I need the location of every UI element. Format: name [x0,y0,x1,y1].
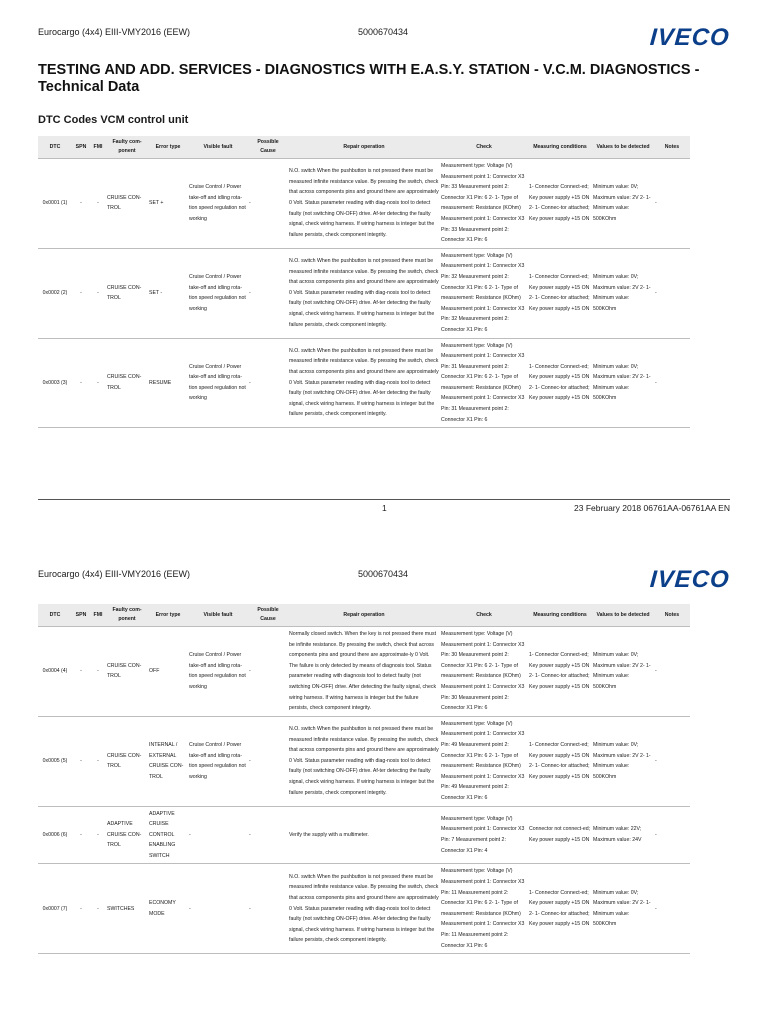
column-header-spn: SPN [72,136,90,159]
column-header-fmi: FMI [90,136,106,159]
cell-fmi: - [90,159,106,249]
document-number: 5000670434 [358,569,409,579]
cell-check: Measurement type: Voltage (V) Measurement point 1: Connector X3 Pin: 7 Measurement point 2: Connector X1 Pin: 4 [440,806,528,864]
cell-error: SET - [148,248,188,338]
cell-component: SWITCHES [106,864,148,954]
table-body [38,627,690,954]
column-header-fmi: FMI [90,604,106,627]
cell-cause: - [248,716,288,806]
table-row [38,627,690,717]
cell-error: SET + [148,159,188,249]
page-header [0,24,768,57]
cell-fmi: - [90,864,106,954]
cell-visible: Cruise Control / Power take-off and idling rota-tion speed regulation not working [188,716,248,806]
column-header-dtc: DTC [38,604,72,627]
cell-repair: N.O. switch When the pushbutton is not pressed there must be measured infinite resistance value. By pressing the switch, check that across components pins and ground there are approximately 0 Volt. Status parameter reading with diag-nosis tool to detect faulty (not switching ON-OFF) drive. Af-ter detecting the faulty signal, check wiring harness. If wiring harness is integer but the failure persists, check component integrity. [288,159,440,249]
cell-dtc: 0x0006 (6) [38,806,72,864]
cell-spn: - [72,716,90,806]
cell-values: Minimum value: 22V; Maximum value: 24V [592,806,654,864]
footer-date: 23 February 2018 06761AA-06761AA EN [574,503,730,513]
cell-error: ECONOMY MODE [148,864,188,954]
cell-spn: - [72,864,90,954]
table-row [38,338,690,428]
column-header-error: Error type [148,604,188,627]
cell-spn: - [72,806,90,864]
cell-repair: Verify the supply with a multimeter. [288,806,440,864]
cell-conditions: 1- Connector Connect-ed; Key power supply +15 ON 2- 1- Connec-tor attached; Key power supply +15 ON [528,159,592,249]
cell-cause: - [248,864,288,954]
column-header-values: Values to be detected [592,136,654,159]
cell-values: Minimum value: 0V; Maximum value: 2V 2- 1- Minimum value: 500KOhm [592,338,654,428]
iveco-logo [638,567,730,593]
column-header-notes: Notes [654,604,690,627]
cell-component: CRUISE CON-TROL [106,159,148,249]
cell-notes: - [654,716,690,806]
cell-check: Measurement type: Voltage (V) Measurement point 1: Connector X3 Pin: 30 Measurement point 2: Connector X1 Pin: 6 2- 1- Type of measurement: Resistance (KOhm) Measurement point 1: Connector X3 Pin: 30 Measurement point 2: Connector X1 Pin: 6 [440,627,528,717]
cell-check: Measurement type: Voltage (V) Measurement point 1: Connector X3 Pin: 33 Measurement point 2: Connector X1 Pin: 6 2- 1- Type of measurement: Resistance (KOhm) Measurement point 1: Connector X3 Pin: 33 Measurement point 2: Connector X1 Pin: 6 [440,159,528,249]
cell-fmi: - [90,716,106,806]
cell-dtc: 0x0001 (1) [38,159,72,249]
cell-values: Minimum value: 0V; Maximum value: 2V 2- 1- Minimum value: 500KOhm [592,864,654,954]
cell-repair: N.O. switch When the pushbutton is not pressed there must be measured infinite resistance value. By pressing the switch, check that across components pins and ground there are approximately 0 Volt. Status parameter reading with diag-nosis tool to detect faulty (not switching ON-OFF) drive. Af-ter detecting the faulty signal, check wiring harness. If wiring harness is integer but the failure persists, check component integrity. [288,716,440,806]
cell-cause: - [248,248,288,338]
cell-dtc: 0x0004 (4) [38,627,72,717]
cell-values: Minimum value: 0V; Maximum value: 2V 2- 1- Minimum value: 500KOhm [592,627,654,717]
table-row [38,159,690,249]
cell-values: Minimum value: 0V; Maximum value: 2V 2- 1- Minimum value: 500KOhm [592,716,654,806]
cell-repair: N.O. switch When the pushbutton is not pressed there must be measured infinite resistance value. By pressing the switch, check that across components pins and ground there are approximately 0 Volt. Status parameter reading with diag-nosis tool to detect faulty (not switching ON-OFF) drive. Af-ter detecting the faulty signal, check wiring harness. If wiring harness is integer but the failure persists, check component integrity. [288,864,440,954]
column-header-visible: Visible fault [188,136,248,159]
cell-dtc: 0x0005 (5) [38,716,72,806]
cell-conditions: 1- Connector Connect-ed; Key power supply +15 ON 2- 1- Connec-tor attached; Key power supply +15 ON [528,716,592,806]
document-number: 5000670434 [358,27,409,37]
cell-dtc: 0x0002 (2) [38,248,72,338]
cell-notes: - [654,338,690,428]
cell-conditions: Connector not connect-ed; Key power supply +15 ON [528,806,592,864]
column-header-check: Check [440,604,528,627]
cell-check: Measurement type: Voltage (V) Measurement point 1: Connector X3 Pin: 31 Measurement point 2: Connector X1 Pin: 6 2- 1- Type of measurement: Resistance (KOhm) Measurement point 1: Connector X3 Pin: 31 Measurement point 2: Connector X1 Pin: 6 [440,338,528,428]
page-header [0,566,768,599]
cell-error: INTERNAL / EXTERNAL CRUISE CON-TROL [148,716,188,806]
cell-conditions: 1- Connector Connect-ed; Key power supply +15 ON 2- 1- Connec-tor attached; Key power supply +15 ON [528,338,592,428]
column-header-spn: SPN [72,604,90,627]
cell-notes: - [654,864,690,954]
cell-visible: Cruise Control / Power take-off and idling rota-tion speed regulation not working [188,338,248,428]
page-number: 1 [382,503,387,513]
column-header-visible: Visible fault [188,604,248,627]
dtc-table [38,604,690,954]
table-row [38,864,690,954]
column-header-error: Error type [148,136,188,159]
cell-visible: - [188,806,248,864]
cell-conditions: 1- Connector Connect-ed; Key power supply +15 ON 2- 1- Connec-tor attached; Key power supply +15 ON [528,627,592,717]
cell-error: RESUME [148,338,188,428]
page-title: TESTING AND ADD. SERVICES - DIAGNOSTICS WITH E.A.S.Y. STATION - V.C.M. DIAGNOSTICS - Technical Data [38,62,700,95]
logo-text: IVECO [649,566,731,593]
cell-spn: - [72,248,90,338]
cell-fmi: - [90,806,106,864]
table-body [38,159,690,428]
cell-notes: - [654,627,690,717]
table-header-row [38,604,690,627]
cell-check: Measurement type: Voltage (V) Measurement point 1: Connector X3 Pin: 11 Measurement point 2: Connector X1 Pin: 6 2- 1- Type of measurement: Resistance (KOhm) Measurement point 1: Connector X3 Pin: 11 Measurement point 2: Connector X1 Pin: 6 [440,864,528,954]
vehicle-model: Eurocargo (4x4) EIII-VMY2016 (EEW) [38,27,191,37]
cell-error: ADAPTIVE CRUISE CONTROL ENABLING SWITCH [148,806,188,864]
cell-notes: - [654,159,690,249]
column-header-conditions: Measuring conditions [528,136,592,159]
cell-check: Measurement type: Voltage (V) Measurement point 1: Connector X3 Pin: 49 Measurement point 2: Connector X1 Pin: 6 2- 1- Type of measurement: Resistance (KOhm) Measurement point 1: Connector X3 Pin: 49 Measurement point 2: Connector X1 Pin: 6 [440,716,528,806]
cell-conditions: 1- Connector Connect-ed; Key power supply +15 ON 2- 1- Connec-tor attached; Key power supply +15 ON [528,248,592,338]
cell-dtc: 0x0007 (7) [38,864,72,954]
cell-dtc: 0x0003 (3) [38,338,72,428]
cell-fmi: - [90,627,106,717]
column-header-dtc: DTC [38,136,72,159]
cell-error: OFF [148,627,188,717]
vehicle-model: Eurocargo (4x4) EIII-VMY2016 (EEW) [38,569,191,579]
cell-cause: - [248,159,288,249]
cell-cause: - [248,338,288,428]
cell-component: CRUISE CON-TROL [106,248,148,338]
cell-component: CRUISE CON-TROL [106,627,148,717]
table-row [38,248,690,338]
page-2 [0,560,768,1024]
iveco-logo [638,25,730,51]
logo-text: IVECO [649,24,731,51]
cell-spn: - [72,627,90,717]
table-row [38,806,690,864]
cell-repair: N.O. switch When the pushbutton is not pressed there must be measured infinite resistance value. By pressing the switch, check that across components pins and ground there are approximately 0 Volt. Status parameter reading with diag-nosis tool to detect faulty (not switching ON-OFF) drive. Af-ter detecting the faulty signal, check wiring harness. If wiring harness is integer but the failure persists, check component integrity. [288,248,440,338]
cell-check: Measurement type: Voltage (V) Measurement point 1: Connector X3 Pin: 32 Measurement point 2: Connector X1 Pin: 6 2- 1- Type of measurement: Resistance (KOhm) Measurement point 1: Connector X3 Pin: 32 Measurement point 2: Connector X1 Pin: 6 [440,248,528,338]
cell-notes: - [654,806,690,864]
column-header-conditions: Measuring conditions [528,604,592,627]
cell-cause: - [248,627,288,717]
cell-fmi: - [90,248,106,338]
column-header-component: Faulty com-ponent [106,136,148,159]
cell-values: Minimum value: 0V; Maximum value: 2V 2- 1- Minimum value: 500KOhm [592,248,654,338]
dtc-table [38,136,690,428]
cell-spn: - [72,338,90,428]
cell-visible: Cruise Control / Power take-off and idling rota-tion speed regulation not working [188,627,248,717]
table-header-row [38,136,690,159]
cell-component: ADAPTIVE CRUISE CON-TROL [106,806,148,864]
column-header-values: Values to be detected [592,604,654,627]
section-subtitle: DTC Codes VCM control unit [38,114,189,126]
column-header-component: Faulty com-ponent [106,604,148,627]
column-header-notes: Notes [654,136,690,159]
cell-component: CRUISE CON-TROL [106,716,148,806]
cell-repair: N.O. switch When the pushbutton is not pressed there must be measured infinite resistance value. By pressing the switch, check that across components pins and ground there are approximately 0 Volt. Status parameter reading with diag-nosis tool to detect faulty (not switching ON-OFF) drive. Af-ter detecting the faulty signal, check wiring harness. If wiring harness is integer but the failure persists, check component integrity. [288,338,440,428]
column-header-repair: Repair operation [288,136,440,159]
column-header-repair: Repair operation [288,604,440,627]
page-footer [38,499,730,516]
cell-visible: Cruise Control / Power take-off and idling rota-tion speed regulation not working [188,159,248,249]
cell-notes: - [654,248,690,338]
cell-conditions: 1- Connector Connect-ed; Key power supply +15 ON 2- 1- Connec-tor attached; Key power supply +15 ON [528,864,592,954]
cell-visible: Cruise Control / Power take-off and idling rota-tion speed regulation not working [188,248,248,338]
column-header-cause: Possible Cause [248,604,288,627]
cell-cause: - [248,806,288,864]
column-header-cause: Possible Cause [248,136,288,159]
cell-repair: Normally closed switch. When the key is not pressed there must be infinite resistance. By pressing the switch, check that across components pins and ground there are approximate-ly 0 Volt. The failure is only detected by means of diagnosis tool. Status parameter reading with diagnosis tool to detect faulty (not switching ON-OFF) drive. After detecting the faulty signal, check wiring harness. If wiring harness is integer but the failure persists, check component integrity. [288,627,440,717]
table-row [38,716,690,806]
cell-values: Minimum value: 0V; Maximum value: 2V 2- 1- Minimum value: 500KOhm [592,159,654,249]
cell-component: CRUISE CON-TROL [106,338,148,428]
column-header-check: Check [440,136,528,159]
cell-fmi: - [90,338,106,428]
cell-spn: - [72,159,90,249]
cell-visible: - [188,864,248,954]
